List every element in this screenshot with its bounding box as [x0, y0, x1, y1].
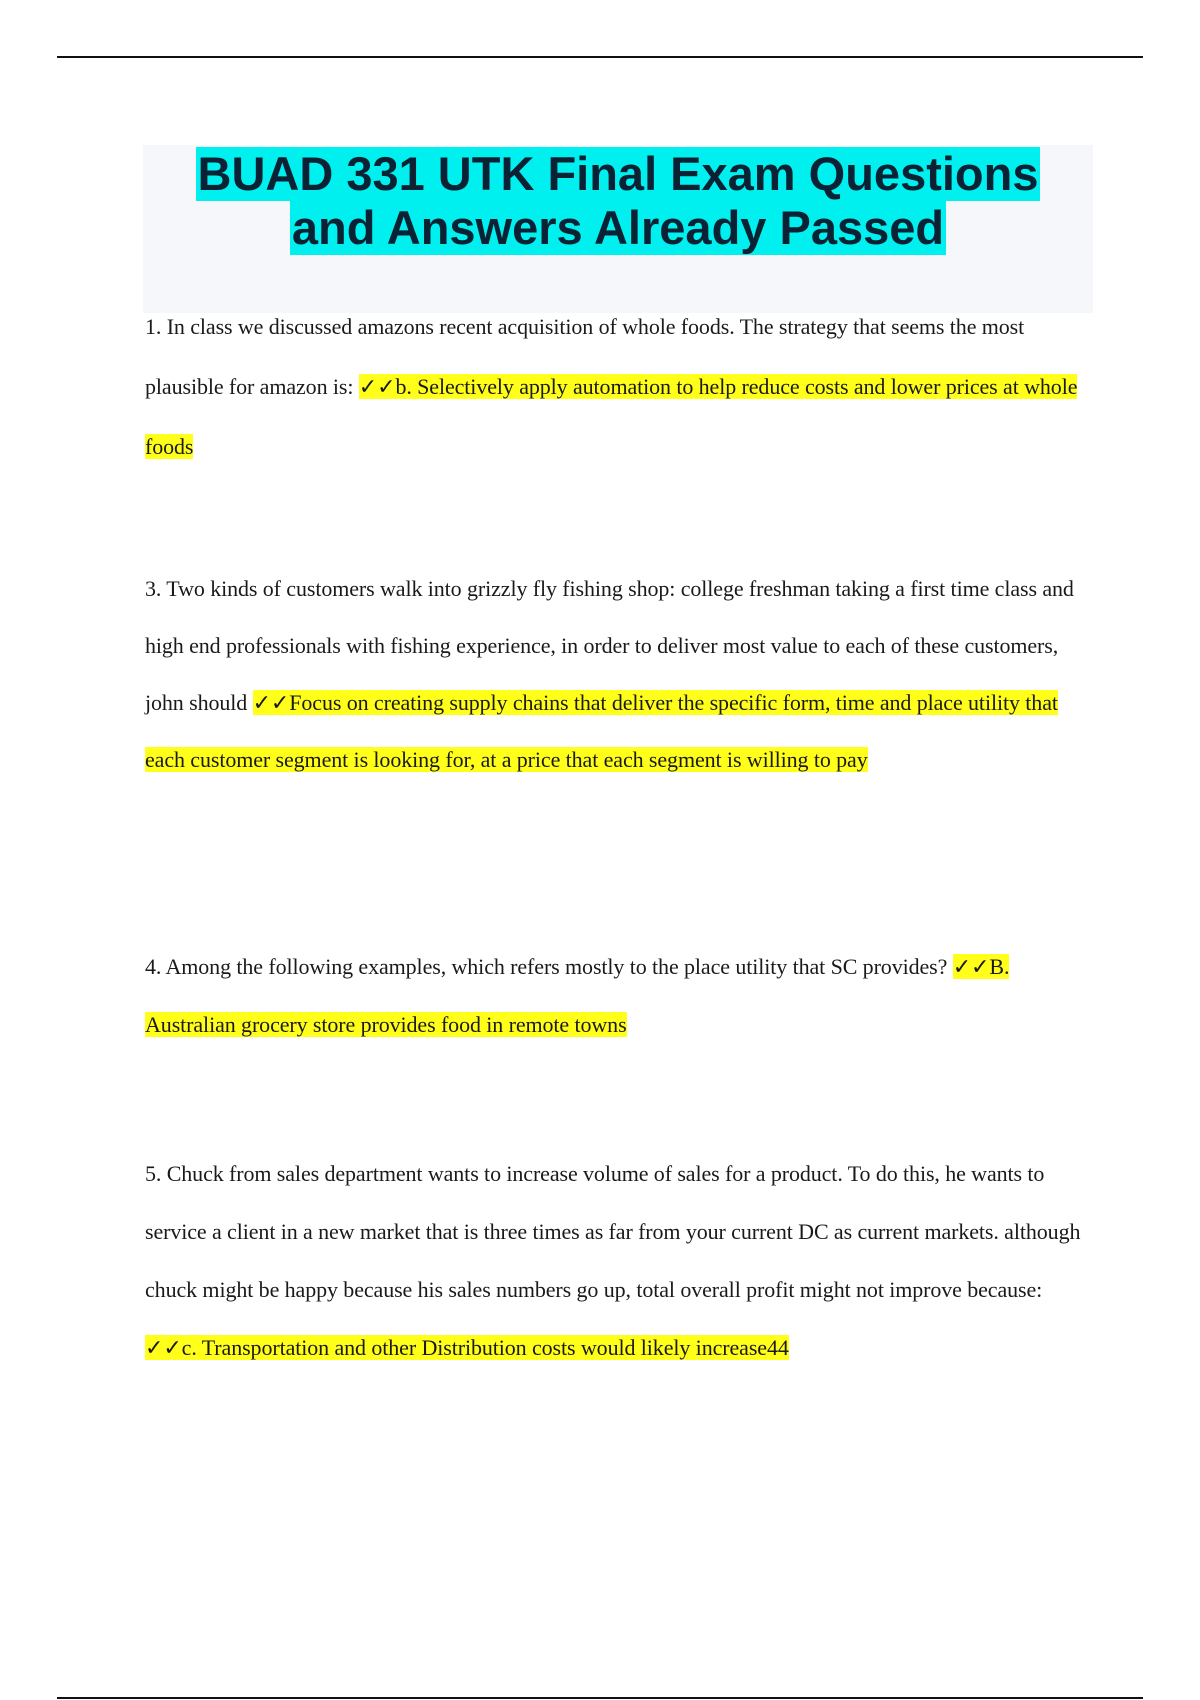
question-5 — [145, 1145, 1095, 1377]
question-1 — [145, 297, 1095, 477]
answer-text: ✓✓B. Australian grocery store provides food in remote towns — [145, 954, 1010, 1037]
question-3 — [145, 560, 1095, 788]
title-panel — [143, 145, 1093, 313]
answer-text: ✓✓b. Selectively apply automation to help reduce costs and lower prices at whole foods — [145, 374, 1078, 459]
answer-text: ✓✓Focus on creating supply chains that deliver the specific form, time and place utility that each customer segment is looking for, at a price that each segment is willing to pay — [145, 690, 1058, 772]
top-rule — [57, 56, 1143, 58]
question-text: 5. Chuck from sales department wants to increase volume of sales for a product. To do this, he wants to service a client in a new market that is three times as far from your current DC as current markets. although chuck might be happy because his sales numbers go up, total overall profit might not improve because: — [145, 1161, 1081, 1302]
bottom-rule — [57, 1697, 1143, 1699]
question-4 — [145, 938, 1095, 1054]
question-text: 4. Among the following examples, which refers mostly to the place utility that SC provides? — [145, 954, 953, 979]
answer-text: ✓✓c. Transportation and other Distribution costs would likely increase44 — [145, 1335, 789, 1360]
document-title-line-1: BUAD 331 UTK Final Exam Questions — [197, 147, 1039, 200]
question-text: 3. Two kinds of customers walk into grizzly fly fishing shop: college freshman taking a first time class and high end professionals with fishing experience, in order to deliver most value to each of these customers, john should — [145, 576, 1074, 715]
document-title-line-2: and Answers Already Passed — [291, 201, 945, 254]
question-text: 1. In class we discussed amazons recent acquisition of whole foods. The strategy that seems the most plausible for amazon is: — [145, 314, 1025, 399]
